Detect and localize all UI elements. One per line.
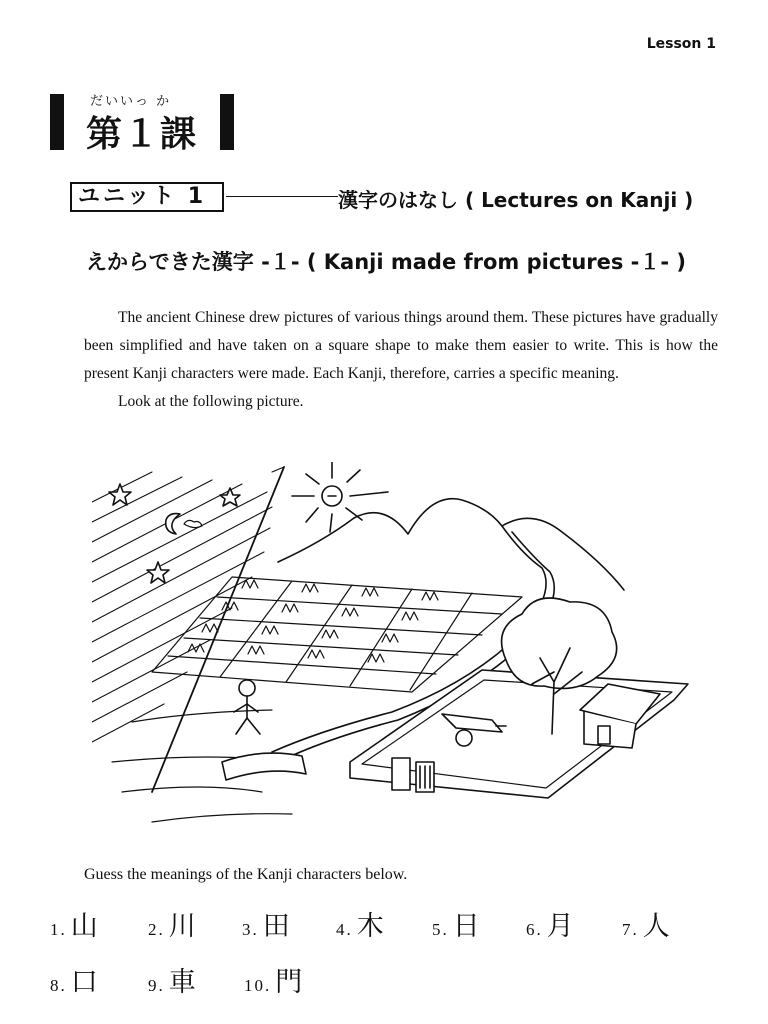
lesson-title-block xyxy=(50,88,236,154)
title-bar-left xyxy=(50,94,64,150)
kanji-item xyxy=(50,960,98,999)
unit-connector-line xyxy=(226,196,338,197)
kanji-number: 5. xyxy=(432,920,449,939)
kanji-number: 3. xyxy=(242,920,259,939)
intro-text xyxy=(84,304,718,416)
kanji-item xyxy=(50,904,98,943)
night-sky-hatching xyxy=(92,467,284,742)
kanji-number: 2. xyxy=(148,920,165,939)
moon-icon xyxy=(166,514,180,534)
unit-label: ユニット 1 xyxy=(70,182,224,212)
kanji-number: 7. xyxy=(622,920,639,939)
landscape-illustration xyxy=(92,462,692,842)
kanji-character: 口 xyxy=(70,967,98,998)
intro-paragraph-2: Look at the following picture. xyxy=(118,393,304,410)
section-subtitle: えからできた漢字 -１- ( Kanji made from pictures -１- ) xyxy=(86,250,687,274)
kanji-item xyxy=(432,904,480,943)
person-figure xyxy=(234,680,260,734)
kanji-character: 車 xyxy=(168,967,196,998)
kanji-character: 月 xyxy=(546,911,574,942)
title-ruby: だいいっ か xyxy=(90,94,172,109)
mountains xyxy=(278,499,624,590)
kanji-item xyxy=(148,904,196,943)
lesson-label: Lesson 1 xyxy=(646,36,716,52)
star-icon xyxy=(147,562,169,583)
kanji-item xyxy=(148,960,196,999)
lesson-title: 第１課 xyxy=(86,114,198,155)
kanji-item xyxy=(244,960,302,999)
star-icon xyxy=(109,484,131,505)
kanji-character: 門 xyxy=(275,967,303,998)
kanji-character: 人 xyxy=(642,911,670,942)
rice-fields xyxy=(152,577,522,692)
kanji-number: 6. xyxy=(526,920,543,939)
sun-icon xyxy=(292,462,388,532)
kanji-number: 8. xyxy=(50,976,67,995)
star-icon xyxy=(220,488,240,506)
kanji-number: 9. xyxy=(148,976,165,995)
cloud-icon xyxy=(184,520,202,527)
kanji-character: 田 xyxy=(262,911,290,942)
kanji-item xyxy=(242,904,290,943)
exercise-instruction: Guess the meanings of the Kanji characters below. xyxy=(84,866,408,883)
kanji-item xyxy=(526,904,574,943)
kanji-character: 川 xyxy=(168,911,196,942)
title-bar-right xyxy=(220,94,234,150)
kanji-number: 1. xyxy=(50,920,67,939)
unit-description: 漢字のはなし ( Lectures on Kanji ) xyxy=(338,188,694,212)
kanji-item xyxy=(336,904,384,943)
kanji-number: 10. xyxy=(244,976,272,995)
intro-paragraph-1: The ancient Chinese drew pictures of various things around them. These pictures have gradually been simplified and have taken on a square shape to make them easier to write. This is how the present Kanji characters were made. Each Kanji, therefore, carries a specific meaning. xyxy=(84,309,718,382)
kanji-character: 日 xyxy=(452,911,480,942)
kanji-character: 木 xyxy=(356,911,384,942)
kanji-number: 4. xyxy=(336,920,353,939)
kanji-character: 山 xyxy=(70,911,98,942)
kanji-item xyxy=(622,904,670,943)
